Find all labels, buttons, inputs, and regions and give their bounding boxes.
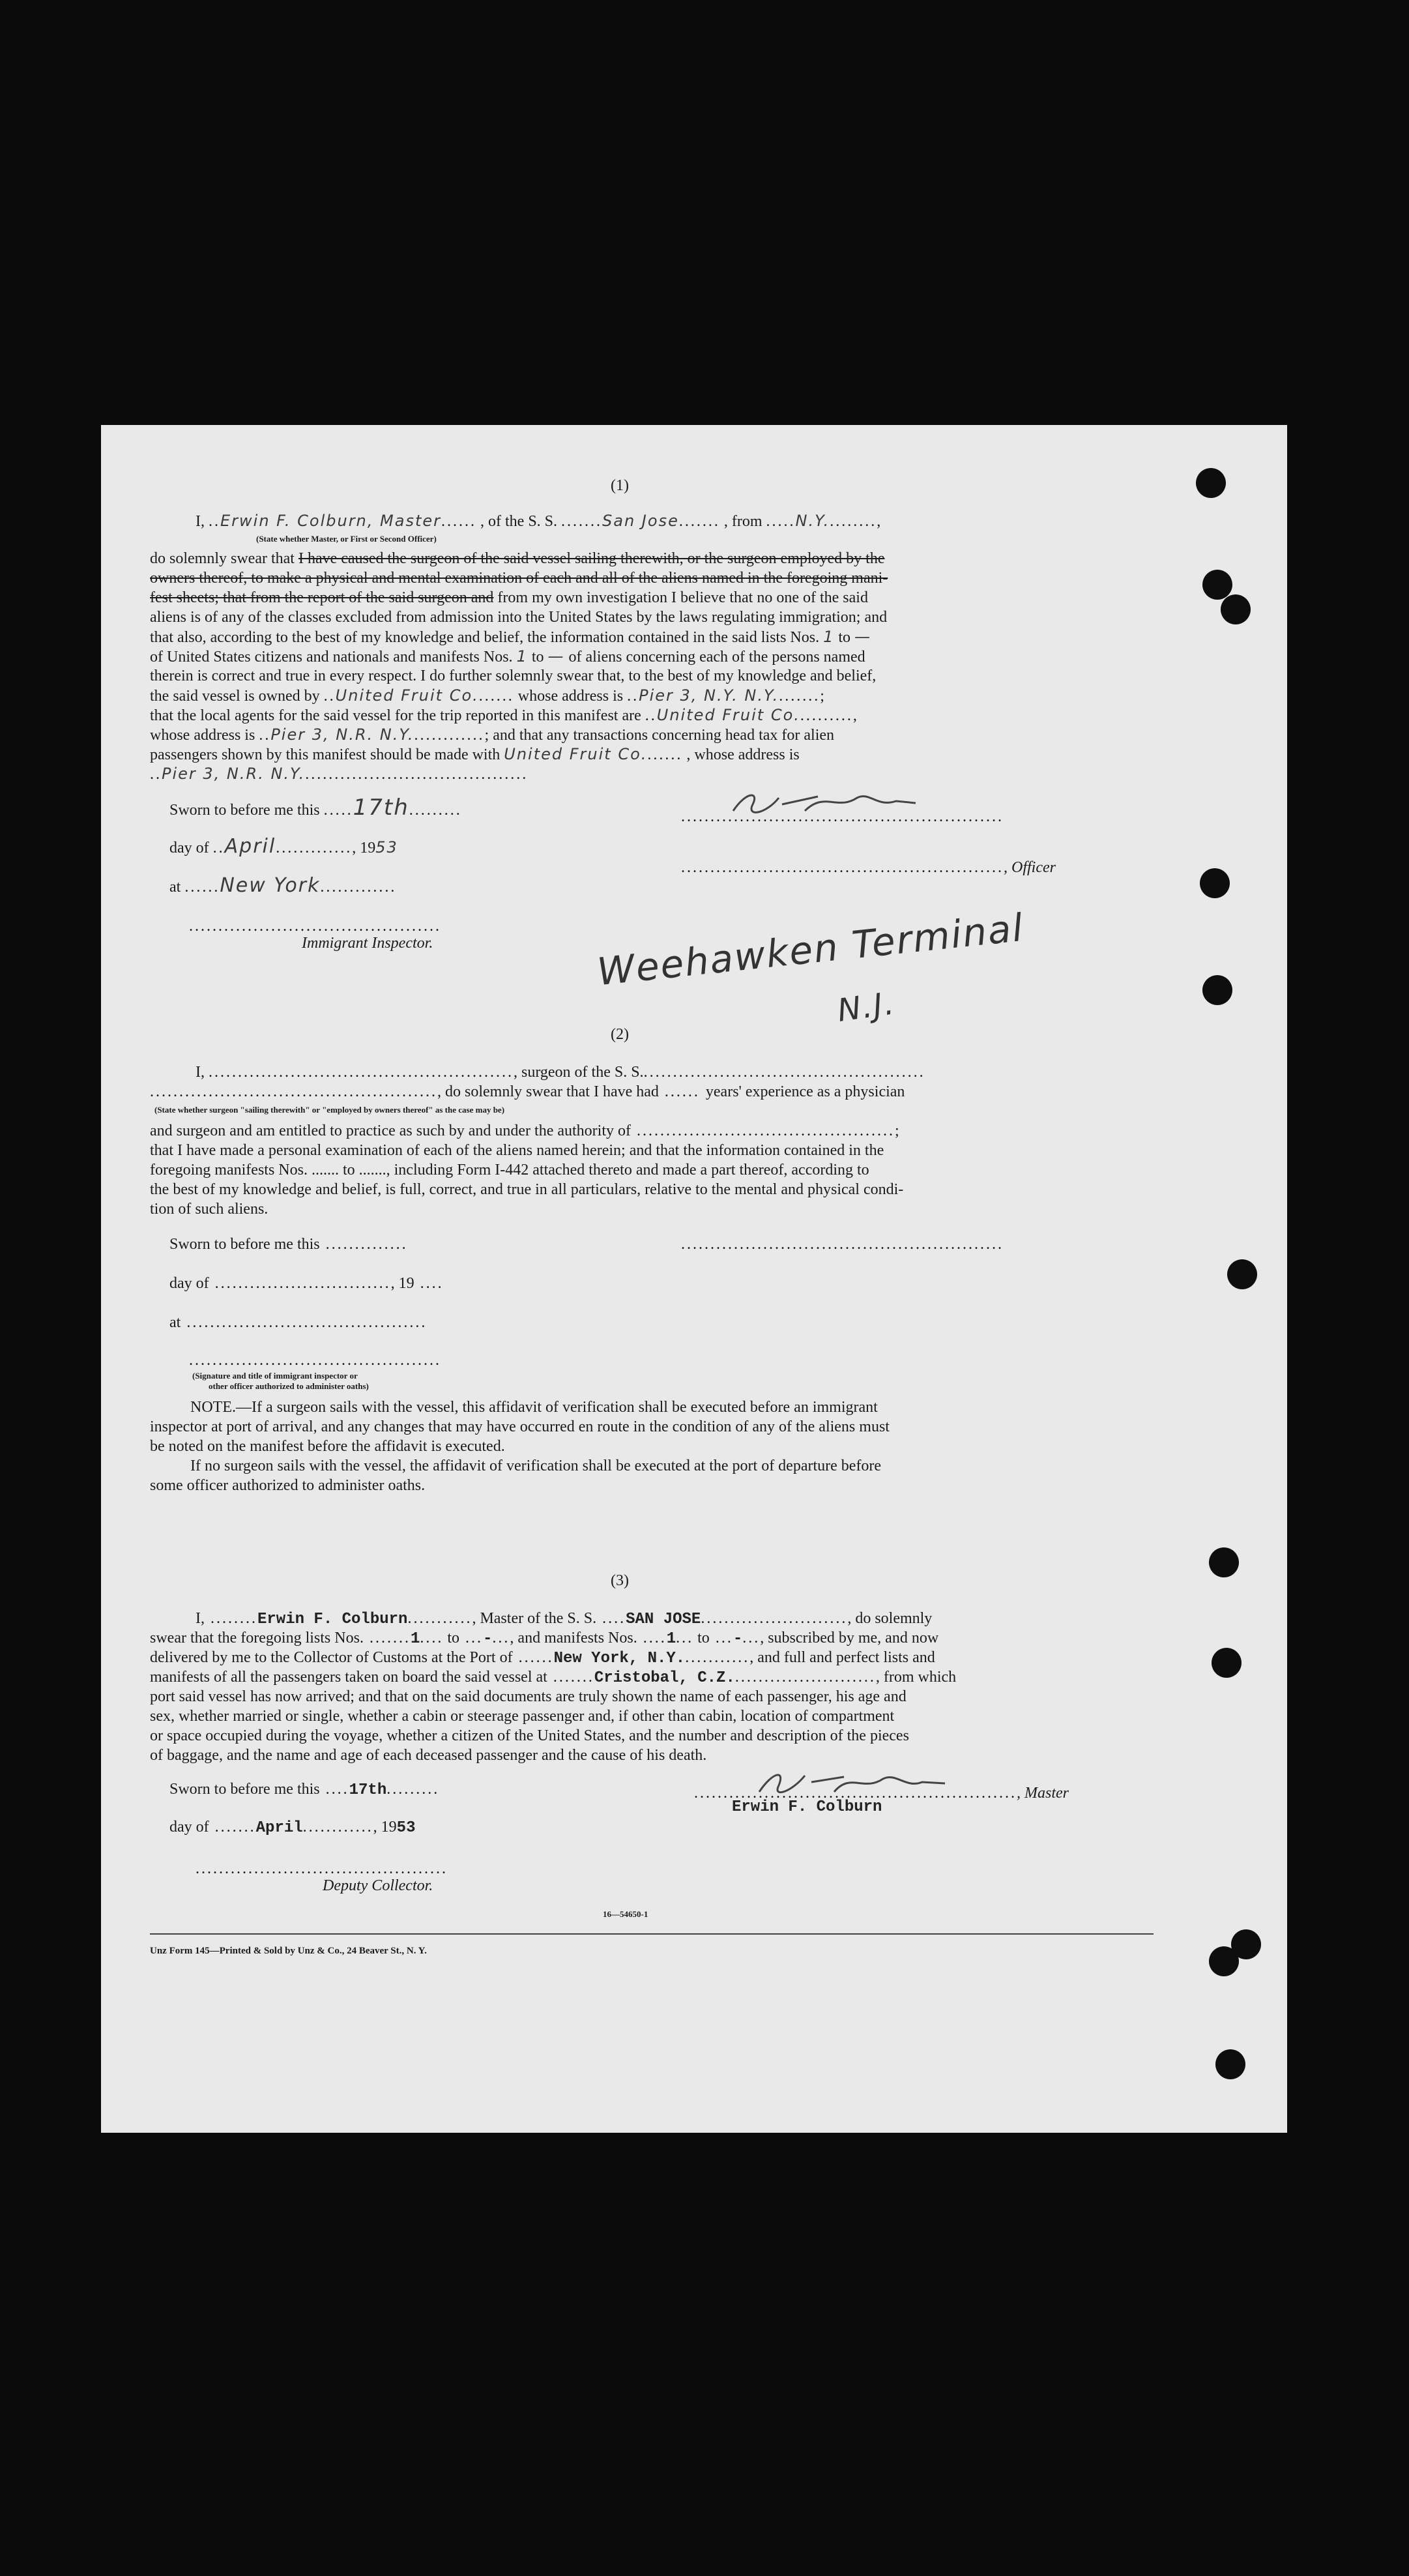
sworn-year-typed: 53: [396, 1819, 416, 1837]
text: day of: [169, 1819, 209, 1836]
text: , and full and perfect lists and: [749, 1649, 935, 1666]
s2-at: at .........................................: [169, 1314, 428, 1331]
text: of United States citizens and nationals and manifests Nos.: [150, 649, 513, 666]
text: ; and that any transactions concerning head tax for alien: [484, 727, 835, 744]
s2-inspector-line: ...........................................: [189, 1352, 441, 1369]
sworn-place-handwritten: New York: [220, 874, 321, 897]
sworn-year-handwritten: 53: [375, 838, 398, 856]
s1-line-6: [150, 627, 871, 647]
s3-line-1: I, ........Erwin F. Colburn..........., Master of the S. S. ....SAN JOSE........................., do solemnly: [196, 1610, 933, 1628]
s3-line-3: delivered by me to the Collector of Customs at the Port of ......New York, N.Y............, and full and perfect lists and: [150, 1649, 935, 1667]
footer-imprint: Unz Form 145—Printed & Sold by Unz & Co., 24 Beaver St., N. Y.: [150, 1946, 427, 1956]
text: , do solemnly swear that I have had: [437, 1083, 659, 1100]
text: I,: [196, 1064, 205, 1081]
sworn-month-typed: April: [255, 1819, 303, 1837]
text: to: [838, 629, 851, 646]
section-3-number: (3): [611, 1572, 629, 1589]
text: day of: [169, 1275, 209, 1292]
s1-note: (State whether Master, or First or Second Officer): [256, 534, 437, 544]
handwritten: 1: [516, 647, 528, 666]
punch-hole: [1202, 570, 1232, 600]
departure-port-typed: Cristobal, C.Z.: [594, 1669, 735, 1687]
s1-line-9: the said vessel is owned by ..United Fruit Co....... whose address is ..Pier 3, N.Y. N.Y........;: [150, 686, 826, 705]
master-name-handwritten: Erwin F. Colburn, Master: [220, 512, 441, 530]
punch-hole: [1196, 468, 1226, 498]
text: , 19: [390, 1275, 414, 1292]
s2-day: day of .............................., 19 ....: [169, 1275, 444, 1292]
s3-line-2: swear that the foregoing lists Nos. .......1.... to ...-..., and manifests Nos. ....1... to ...-..., subscribed by me, and now: [150, 1630, 939, 1648]
text: day of: [169, 840, 209, 856]
s1-line-2: [150, 549, 885, 568]
text: , subscribed by me, and now: [760, 1630, 939, 1647]
text: do solemnly swear that: [150, 550, 298, 567]
punch-hole: [1227, 1259, 1257, 1289]
sworn-day-handwritten: 17th: [353, 795, 409, 821]
s1-line-1: I, ..Erwin F. Colburn, Master...... , of the S. S. .......San Jose....... , from .....N.Y.........,: [196, 512, 883, 530]
text: whose address is: [150, 727, 255, 744]
text: , 19: [373, 1819, 397, 1836]
text: whose address is: [517, 688, 624, 705]
s2-note-4: If no surgeon sails with the vessel, the affidavit of verification shall be executed at the port of departure before: [190, 1457, 882, 1474]
s1-line-13: ..Pier 3, N.R. N.Y.......................................: [150, 765, 529, 783]
officer-title: , Officer: [1004, 859, 1056, 876]
text: Sworn to before me this: [169, 1781, 320, 1798]
ship-name-handwritten: San Jose: [602, 512, 679, 530]
s2-line-3: and surgeon and am entitled to practice as such by and under the authority of ............................................;: [150, 1122, 901, 1139]
punch-hole: [1209, 1547, 1239, 1577]
s3-master-line: ......................................................., Master: [694, 1785, 1069, 1802]
sworn-month-handwritten: April: [224, 835, 276, 858]
deputy-signature-line: ...........................................: [196, 1860, 448, 1877]
text: , from: [723, 513, 763, 530]
handwritten: —: [854, 628, 872, 646]
s2-note-2: inspector at port of arrival, and any changes that may have occurred en route in the condition of any of the aliens must: [150, 1418, 890, 1435]
s1-at: at ......New York.............: [169, 874, 397, 897]
master-name-typed-signature: Erwin F. Colburn: [732, 1798, 882, 1816]
struck-text: I have caused the surgeon of the said vessel sailing therewith, or the surgeon employed by the: [298, 550, 885, 567]
s2-line-6: the best of my knowledge and belief, is full, correct, and true in all particulars, relative to the mental and physical condi-: [150, 1181, 904, 1198]
handwritten: 1: [823, 628, 835, 646]
text: , 19: [352, 840, 376, 856]
punch-hole: [1202, 975, 1232, 1005]
nj-handwritten: N.J.: [835, 985, 898, 1029]
typed: 1: [666, 1630, 676, 1648]
s1-line-4: [150, 588, 868, 607]
text: at: [169, 879, 181, 896]
s2-note-1: NOTE.—If a surgeon sails with the vessel, this affidavit of verification shall be executed before an immigrant: [190, 1399, 878, 1416]
s2-note-5: some officer authorized to administer oaths.: [150, 1477, 426, 1494]
s3-line-5: port said vessel has now arrived; and that on the said documents are truly shown the name of each passenger, his age and: [150, 1688, 907, 1705]
s2-note-3: be noted on the manifest before the affidavit is executed.: [150, 1438, 505, 1455]
s2-line-5: foregoing manifests Nos. ....... to ......., including Form I-442 attached thereto and made a part thereof, according to: [150, 1162, 869, 1178]
agent-address-handwritten: Pier 3, N.R. N.Y.: [270, 725, 414, 744]
s1-line-5: aliens is of any of the classes excluded from admission into the United States by the laws regulating immigration; and: [150, 609, 888, 626]
text: that the local agents for the said vessel for the trip reported in this manifest are: [150, 707, 641, 724]
s2-line-2: ................................................., do solemnly swear that I have had ...... years' experience as a physician: [150, 1083, 905, 1100]
s3-line-4: manifests of all the passengers taken on board the said vessel at .......Cristobal, C.Z........................., from which: [150, 1669, 957, 1687]
text: I,: [196, 1610, 205, 1627]
text: years' experience as a physician: [705, 1083, 905, 1100]
text: Sworn to before me this: [169, 802, 320, 819]
punch-hole: [1215, 2049, 1245, 2079]
text: to: [531, 649, 544, 666]
s3-day: day of .......April............, 1953: [169, 1819, 416, 1837]
s1-day: day of ..April............., 1953: [169, 835, 398, 858]
inspector-signature-line: ...........................................: [189, 918, 441, 935]
s2-line-1: I, ...................................................., surgeon of the S. S.................................................: [196, 1064, 925, 1081]
owner-address-handwritten: Pier 3, N.Y. N.Y.: [639, 686, 779, 705]
s3-line-8: of baggage, and the name and age of each deceased passenger and the cause of his death.: [150, 1747, 707, 1764]
from-port-handwritten: N.Y.: [795, 512, 830, 530]
s3-line-7: or space occupied during the voyage, whether a citizen of the United States, and the number and description of the pieces: [150, 1727, 909, 1744]
text: to: [697, 1630, 710, 1647]
text: of aliens concerning each of the persons named: [568, 649, 865, 666]
s3-line-6: sex, whether married or single, whether a cabin or steerage passenger and, if other than cabin, location of compartment: [150, 1708, 895, 1725]
s2-sig-note-2: other officer authorized to administer oaths): [209, 1381, 369, 1391]
text: , from which: [875, 1669, 957, 1686]
text: at: [169, 1314, 181, 1331]
s2-line-7: tion of such aliens.: [150, 1201, 269, 1218]
s2-sig-note-1: (Signature and title of immigrant inspector or: [192, 1371, 358, 1381]
inspector-title: Immigrant Inspector.: [302, 935, 433, 952]
weehawken-terminal-handwritten: Weehawken Terminal: [595, 905, 1026, 995]
punch-hole: [1221, 594, 1251, 624]
master-name-typed: Erwin F. Colburn: [257, 1611, 408, 1628]
manifest-page: [101, 425, 1287, 2133]
text: , surgeon of the S. S.: [514, 1064, 644, 1081]
s1-line-3: owners thereof, to make a physical and mental examination of each and all of the aliens named in the foregoing mani-: [150, 570, 888, 587]
text: , of the S. S.: [480, 513, 558, 530]
text: , whose address is: [686, 746, 800, 763]
typed: 1: [410, 1630, 420, 1648]
punch-hole: [1212, 1648, 1242, 1678]
s3-sworn: Sworn to before me this ....17th.........: [169, 1781, 440, 1799]
s1-sworn: Sworn to before me this .....17th.........: [169, 795, 462, 821]
s1-line-11: whose address is ..Pier 3, N.R. N.Y.............; and that any transactions concerning head tax for alien: [150, 725, 835, 744]
punch-hole: [1200, 868, 1230, 898]
s1-line-8: therein is correct and true in every respect. I do further solemnly swear that, to the best of my knowledge and belief,: [150, 667, 877, 684]
s1-line-10: that the local agents for the said vessel for the trip reported in this manifest are ..United Fruit Co..........,: [150, 706, 859, 724]
officer-signature: [727, 785, 922, 824]
deputy-collector-title: Deputy Collector.: [323, 1877, 433, 1894]
s1-line-12: passengers shown by this manifest should be made with United Fruit Co....... , whose address is: [150, 745, 800, 763]
text: that also, according to the best of my knowledge and belief, the information contained in the said lists Nos.: [150, 629, 820, 646]
master-title: , Master: [1017, 1785, 1069, 1802]
s2-signature-line: .......................................................: [681, 1236, 1004, 1253]
typed: -: [483, 1630, 493, 1648]
s1-line-7: [150, 647, 865, 667]
s2-sworn: Sworn to before me this ..............: [169, 1236, 408, 1253]
head-tax-address-handwritten: Pier 3, N.R. N.Y.: [162, 765, 306, 783]
text: to: [447, 1630, 460, 1647]
s2-line-4: that I have made a personal examination of each of the aliens named herein; and that the information contained in the: [150, 1142, 884, 1159]
text: passengers shown by this manifest should be made with: [150, 746, 501, 763]
text: swear that the foregoing lists Nos.: [150, 1630, 364, 1647]
owner-handwritten: United Fruit Co.: [335, 686, 479, 705]
text: and surgeon and am entitled to practice as such by and under the authority of: [150, 1122, 631, 1139]
punch-hole: [1209, 1946, 1239, 1976]
text: the said vessel is owned by: [150, 688, 320, 705]
handwritten: —: [547, 647, 565, 666]
head-tax-agent-handwritten: United Fruit Co.: [504, 745, 648, 763]
sworn-day-typed: 17th: [349, 1781, 387, 1799]
text: I,: [196, 513, 205, 530]
officer-signature-line: .......................................................: [681, 808, 1004, 825]
ship-name-typed: SAN JOSE: [626, 1611, 701, 1628]
text: , do solemnly: [847, 1610, 933, 1627]
form-code: 16—54650-1: [603, 1909, 648, 1919]
s2-note: (State whether surgeon "sailing therewith" or "employed by owners thereof" as the case may be): [154, 1105, 505, 1115]
text: , and manifests Nos.: [510, 1630, 637, 1647]
typed: -: [733, 1630, 743, 1648]
text: Sworn to before me this: [169, 1236, 320, 1253]
text: , Master of the S. S.: [472, 1610, 597, 1627]
footer-rule: [150, 1933, 1154, 1935]
struck-text: fest sheets; that from the report of the said surgeon and: [150, 589, 494, 606]
text: delivered by me to the Collector of Customs at the Port of: [150, 1649, 513, 1666]
text: from my own investigation I believe that no one of the said: [493, 589, 868, 606]
section-2-number: (2): [611, 1026, 629, 1043]
text: manifests of all the passengers taken on board the said vessel at: [150, 1669, 547, 1686]
agent-handwritten: United Fruit Co.: [656, 706, 800, 724]
officer-line: ......................................................., Officer: [681, 859, 1056, 876]
port-typed: New York, N.Y.: [553, 1650, 686, 1667]
section-1-number: (1): [611, 477, 629, 494]
